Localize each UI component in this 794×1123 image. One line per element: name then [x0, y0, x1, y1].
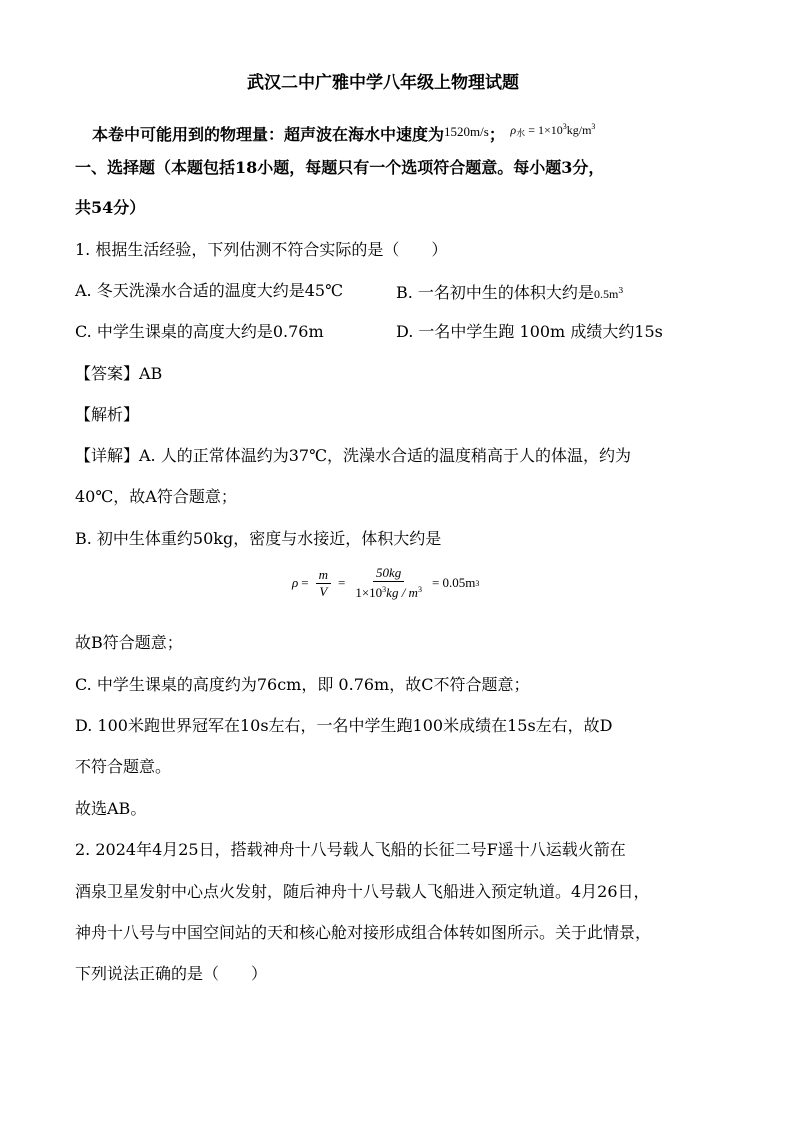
- formula-result-exp: 3: [475, 578, 480, 588]
- formula-m: m: [316, 568, 331, 584]
- formula-rho: ρ: [292, 575, 299, 590]
- q1-option-b-text: B. 一名初中生的体积大约是: [396, 283, 594, 302]
- q1-option-d: D. 一名中学生跑 100m 成绩大约15s: [396, 322, 663, 341]
- intro-line: [92, 117, 595, 145]
- q1-option-b-value: 0.5m: [593, 287, 619, 301]
- q1-choice: 故选AB。: [75, 799, 147, 818]
- q1-option-c: C. 中学生课桌的高度大约是0.76m: [75, 322, 324, 341]
- intro-text: 本卷中可能用到的物理量：超声波在海水中速度为: [92, 125, 445, 144]
- intro-speed: 1520m/s: [444, 124, 489, 139]
- q1-detail-b: B. 初中生体重约50kg，密度与水接近，体积大约是: [75, 529, 442, 548]
- q1-detail-c: C. 中学生课桌的高度约为76cm，即 0.76m，故C不符合题意；: [75, 675, 530, 694]
- q1-analysis: 【解析】: [75, 405, 140, 424]
- section1-line2: 共54分）: [75, 198, 146, 217]
- rho-unit: kg/m: [566, 123, 592, 137]
- formula-m-over-v: [316, 568, 331, 599]
- formula-den-exp: 3: [382, 585, 387, 594]
- doc-title: 武汉二中广雅中学八年级上物理试题: [247, 73, 519, 93]
- rho-symbol: ρ: [510, 123, 517, 137]
- q1-option-a: A. 冬天洗澡水合适的温度大约是45℃: [75, 281, 343, 300]
- rho-formula: [510, 123, 595, 137]
- formula-fraction: [352, 566, 425, 600]
- q1-option-b-exp: 3: [618, 286, 624, 295]
- formula-den-exp2: 3: [417, 585, 422, 594]
- section1-line1: 一、选择题（本题包括18小题，每题只有一个选项符合题意。每小题3分，: [75, 158, 605, 177]
- q1-conclusion-b: 故B符合题意；: [75, 633, 183, 652]
- q1-detail-d-line2: 不符合题意。: [75, 757, 172, 776]
- formula-eq2: =: [337, 575, 346, 590]
- formula-v: V: [319, 583, 328, 599]
- formula-result: = 0.05m: [431, 575, 476, 590]
- q1-detail-d-line1: D. 100米跑世界冠军在10s左右，一名中学生跑100米成绩在15s左右，故D: [75, 716, 613, 735]
- density-formula: [292, 566, 479, 600]
- q1-answer: 【答案】AB: [75, 364, 163, 383]
- rho-sub: 水: [516, 128, 526, 138]
- formula-den-a: 1×10: [355, 585, 383, 600]
- q1-detail-a-line2: 40℃，故A符合题意；: [75, 487, 237, 506]
- formula-den-b: kg / m: [386, 585, 418, 600]
- q2-line3: 神舟十八号与中国空间站的天和核心舱对接形成组合体转如图所示。关于此情景，: [75, 923, 652, 942]
- rho-eq: = 1×10: [525, 123, 563, 137]
- rho-unit-exp: 3: [591, 122, 596, 131]
- rho-exp: 3: [562, 122, 567, 131]
- formula-denominator: [352, 582, 425, 600]
- q1-detail-a-line1: 【详解】A. 人的正常体温约为37℃，洗澡水合适的温度稍高于人的体温，约为: [75, 446, 631, 465]
- formula-eq1: =: [301, 575, 309, 590]
- q2-line2: 酒泉卫星发射中心点火发射，随后神舟十八号载人飞船进入预定轨道。4月26日，: [75, 882, 650, 901]
- formula-numerator: [373, 566, 404, 582]
- q1-stem: 1. 根据生活经验，下列估测不符合实际的是（ ）: [75, 240, 448, 259]
- q2-line1: 2. 2024年4月25日，搭载神舟十八号载人飞船的长征二号F遥十八运载火箭在: [75, 840, 626, 859]
- q1-option-b: [396, 281, 623, 304]
- q2-line4: 下列说法正确的是（ ）: [75, 964, 268, 983]
- intro-sep: ；: [488, 125, 505, 144]
- formula-num-text: 50kg: [376, 565, 402, 580]
